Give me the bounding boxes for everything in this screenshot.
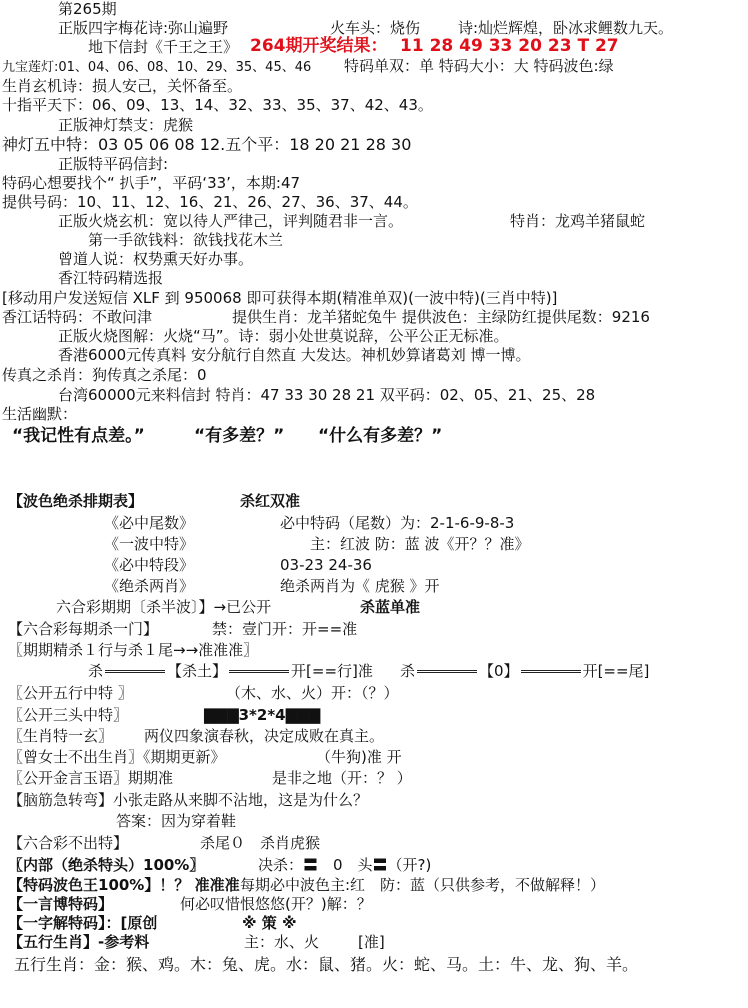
divider-bar [105, 670, 165, 673]
bose-kill: 杀红双准 [240, 492, 301, 510]
juesha-line: 决杀：〓 0 头〓（开?) [258, 856, 432, 874]
teduan-label: 《必中特段》 [104, 556, 195, 574]
sha-b: 杀 [400, 662, 416, 680]
buchu-value: 杀尾０ 杀肖虎猴 [200, 834, 321, 852]
weishu-label: 《必中尾数》 [104, 514, 195, 532]
kai-xing: 开[==行]准 [291, 662, 373, 680]
jinyan-value: 是非之地（开：？ ） [272, 769, 412, 787]
naojin-line: 【脑筋急转弯】小张走路从来脚不沾地，这是为什么？ [8, 791, 369, 809]
result-numbers: 11 28 49 33 20 23 T 27 [400, 36, 619, 56]
yimen-value: 禁：壹门开：开==准 [212, 620, 358, 638]
poem-main: 诗:灿烂辉煌，卧冰求鲤数九天。 [458, 19, 674, 37]
wuxingsx-value: 主：水、火 [244, 933, 320, 951]
divider-bar [521, 670, 581, 673]
huotu-line: 正版火烧图解：火烧“马”。诗：弱小处世莫说辞，公平公正无标准。 [58, 327, 509, 345]
dixia-envelope: 地下信封《千王之王》 [88, 38, 239, 56]
huoche-line: 火车头：烧伤 [330, 19, 421, 37]
kai-wei: 开[==尾] [582, 662, 650, 680]
shengxiao-value: 两仪四象演春秋，决定成败在真主。 [144, 727, 385, 745]
sms-line: [移动用户发送短信 XLF 到 950068 即可获得本期(精准单双)(一波中特)(三肖中特)] [2, 289, 558, 307]
yizi-value: ※ 策 ※ [242, 914, 297, 932]
liangxiao-value: 绝杀两肖为《 虎猴 》开 [280, 577, 440, 595]
buchu-line: 【六合彩不出特】 [8, 834, 129, 852]
joke-q1: “我记性有点差。” [12, 426, 145, 446]
sha-a: 杀 [88, 662, 104, 680]
yiyan-line: 【一言博特码】 [8, 895, 114, 913]
zeng-line: 〖曾女士不出生肖〗《期期更新》 [8, 748, 226, 766]
result-label: 264期开奖结果： [250, 36, 388, 56]
tepingma-line: 正版特平码信封: [58, 155, 169, 173]
bosewang-value: 每期必中波色主:红 防：蓝（只供参考，不做解释！） [240, 876, 606, 894]
huoshao-line: 正版火烧玄机：宽以待人严律己，评判随君非一言。 [58, 212, 404, 230]
wuxing-value: （木、水、火）开：（？） [226, 684, 399, 702]
xinxiang-line: 特码心想要找个“ 扒手”，平码‘33’，本期:47 [2, 174, 301, 192]
joke-q3: “什么有多差？” [318, 426, 443, 446]
xianggang-line: 香港6000元传真料 安分航行自然直 大发达。神机妙算诸葛刘 博一博。 [58, 346, 531, 364]
sha-row [88, 662, 373, 681]
shendeng-line: 神灯五中特：03 05 06 08 12.五个平：18 20 21 28 30 [2, 135, 412, 154]
yiyan-value: 何必叹惜恨悠悠(开？)解：？ [180, 895, 372, 913]
zengdao-line: 曾道人说：权势熏天好办事。 [58, 250, 254, 268]
texiao-line: 特肖：龙鸡羊猪鼠蛇 [510, 212, 646, 230]
wuxingsx-zhun: [准] [358, 933, 385, 951]
divider-bar [229, 670, 289, 673]
jingsha-line: 〖期期精杀１行与杀１尾→→准准准〗 [8, 641, 259, 659]
bosewang-line: 【特码波色王100%】！？ 准准准 [8, 876, 240, 894]
wuxing-list: 五行生肖：金：猴、鸡。木：兔、虎。水：鼠、猪。火：蛇、马。土：牛、龙、狗、羊。 [14, 955, 639, 974]
banbo-kill: 杀蓝单准 [360, 598, 421, 616]
wuxing-line: 〖公开五行中特 〗 [8, 684, 133, 702]
youmo-line: 生活幽默： [2, 405, 78, 423]
jinji-line: 正版神灯禁支：虎猴 [58, 116, 194, 134]
banbo-line: 六合彩期期〔杀半波〕】→已公开 [56, 598, 272, 616]
sha-row-b [400, 662, 649, 681]
neibu-line: 〖内部（绝杀特头）100%〗 [8, 856, 205, 874]
zero-box: 【0】 [479, 662, 519, 680]
weishu-value: 必中特码（尾数）为：2-1-6-9-8-3 [280, 514, 515, 532]
xiangjiang-line: 香江特码精选报 [58, 269, 164, 287]
yibo-label: 《一波中特》 [104, 535, 195, 553]
jiubao-line: 九宝莲灯:01、04、06、08、10、29、35、45、46 [2, 60, 312, 75]
jiubao-tail: 特码单双：单 特码大小：大 特码波色:绿 [344, 57, 614, 75]
zeng-value: （牛狗)准 开 [316, 748, 402, 766]
tigong2-line: 提供生肖：龙羊猪蛇兔牛 提供波色：主绿防红提供尾数：9216 [232, 308, 650, 326]
huatema-line: 香江话特码：不敢问津 [2, 308, 153, 326]
santou-value: ▇▇▇3*2*4▇▇▇ [204, 706, 321, 724]
liangxiao-label: 《绝杀两肖》 [104, 577, 195, 595]
issue-number: 第265期 [58, 0, 117, 18]
teduan-value: 03-23 24-36 [280, 556, 372, 574]
chuanzhen-line: 传真之杀肖：狗传真之杀尾：0 [2, 366, 207, 384]
santou-line: 〖公开三头中特〗 [8, 706, 129, 724]
tigong-line: 提供号码：10、11、12、16、21、26、27、36、37、44。 [2, 193, 418, 211]
wuxingsx-line: 【五行生肖】-参考料 [8, 933, 150, 951]
shengxiao-line: 〖生肖特一玄〗 [8, 727, 114, 745]
yimen-line: 【六合彩每期杀一门】 [8, 620, 159, 638]
daan-line: 答案：因为穿着鞋 [116, 812, 237, 830]
diyishou-line: 第一手欲钱料：欲钱找花木兰 [88, 231, 284, 249]
yizi-line: 【一字解特码】：[原创 [8, 914, 158, 932]
jinyan-line: 〖公开金言玉语〗期期准 [8, 769, 174, 787]
bose-title: 【波色绝杀排期表】 [8, 492, 144, 510]
sha-tu: 【杀土】 [167, 662, 228, 680]
shizhi-line: 十指平天下：06、09、13、14、32、33、35、37、42、43。 [2, 96, 433, 114]
poem-four-char: 正版四字梅花诗:弥山遍野 [58, 19, 229, 37]
xuanji-line: 生肖玄机诗：损人安己，关怀备至。 [2, 77, 243, 95]
yibo-value: 主：红波 防：蓝 波《开？？准》 [310, 535, 530, 553]
taiwan-line: 台湾60000元来料信封 特肖：47 33 30 28 21 双平码：02、05、21、25、28 [58, 386, 596, 404]
divider-bar [417, 670, 477, 673]
joke-q2: “有多差？” [194, 426, 285, 446]
